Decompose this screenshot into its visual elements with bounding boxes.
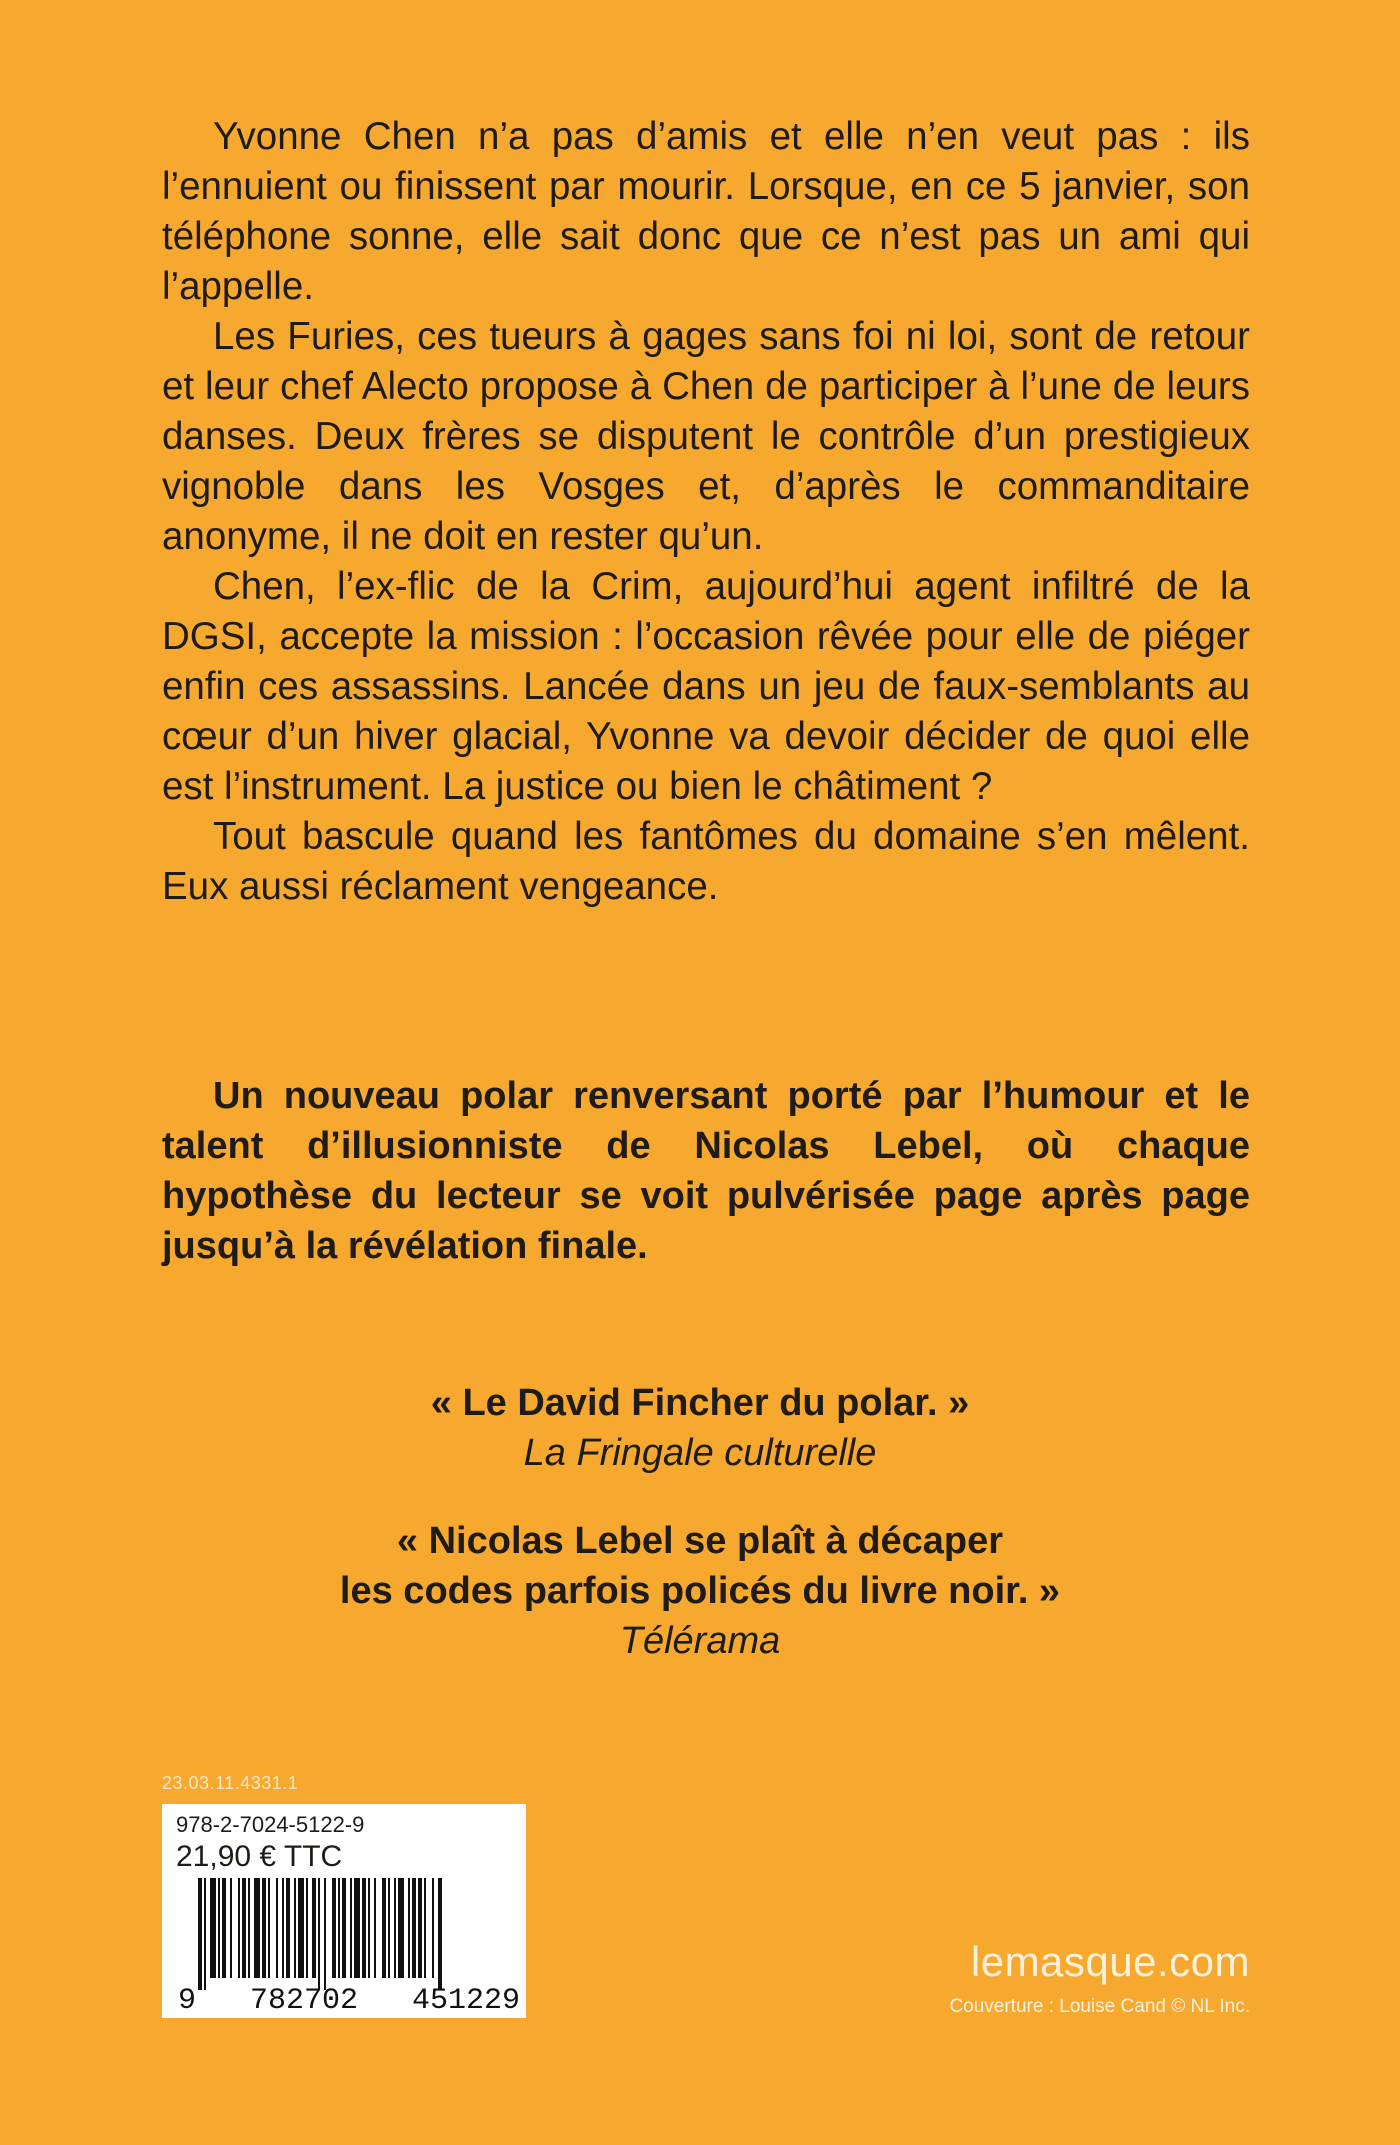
barcode-bars [198, 1878, 442, 1990]
press-quote-1 [0, 1378, 1400, 1478]
barcode-bar [230, 1878, 232, 1978]
barcode-bar [282, 1878, 284, 1978]
press-quote-2-line-2: les codes parfois policés du livre noir. » [339, 1570, 1061, 1612]
blurb-paragraph-2: Les Furies, ces tueurs à gages sans foi ni loi, sont de retour et leur chef Alecto propose à Chen de participer à l’une de leurs danses. Deux frères se disputent le contrôle d’un prestigieux vignoble dans les Vosges et, d’après le commanditaire anonyme, il ne doit en rester qu’un. [162, 315, 1250, 558]
barcode-bar [298, 1878, 304, 1978]
barcode-bar [432, 1878, 434, 1978]
barcode-label [162, 1804, 526, 2018]
barcode-bar [438, 1878, 442, 1990]
press-quote-2-line-1: « Nicolas Lebel se plaît à décaper [396, 1520, 1004, 1562]
barcode-bar [408, 1878, 410, 1978]
barcode-bar [342, 1878, 346, 1978]
barcode-bar [412, 1878, 416, 1978]
blurb-paragraph-3: Chen, l’ex-flic de la Crim, aujourd’hui agent infiltré de la DGSI, accepte la mission : l’occasion rêvée pour elle de piéger enfin ces assassins. Lancée dans un jeu de faux-semblants au cœur d’un hiver glacial, Yvonne va devoir décider de quoi elle est l’instrument. La justice ou bien le châtiment ? [162, 565, 1250, 808]
barcode-bar [286, 1878, 290, 1978]
barcode-bar [362, 1878, 366, 1978]
barcode-bar [318, 1878, 320, 1990]
print-code: 23.03.11.4331.1 [162, 1773, 299, 1793]
barcode-bar [350, 1878, 352, 1978]
barcode-bar [238, 1878, 240, 1978]
barcode-bar [306, 1878, 308, 1978]
barcode-bar [268, 1878, 270, 1978]
tagline: Un nouveau polar renversant porté par l’humour et le talent d’illusionniste de Nicolas Lebel, où chaque hypothèse du lecteur se voit pulvérisée page après page jusqu’à la révélation finale. [162, 1075, 1250, 1267]
barcode-bar [262, 1878, 266, 1978]
barcode-digits: 9 782702 451229 [178, 1984, 521, 2018]
price: 21,90 € TTC [176, 1840, 343, 1873]
barcode-bar [382, 1878, 386, 1978]
cover-credit: Couverture : Louise Cand © NL Inc. [949, 1996, 1250, 2017]
barcode-bar [210, 1878, 216, 1978]
press-quote-1-text: « Le David Fincher du polar. » [430, 1382, 970, 1424]
barcode-bar [324, 1878, 326, 1990]
press-quote-1-source: La Fringale culturelle [523, 1432, 877, 1474]
blurb-paragraph-1: Yvonne Chen n’a pas d’amis et elle n’en veut pas : ils l’ennuient ou finissent par mourir. Lorsque, en ce 5 janvier, son téléphone sonne, elle sait donc que ce n’est pas un ami qui l’appelle. [162, 115, 1250, 308]
barcode-bar [222, 1878, 226, 1978]
barcode-bar [424, 1878, 426, 1978]
barcode-bar [354, 1878, 360, 1978]
barcode-bar [398, 1878, 404, 1978]
barcode-bar [198, 1878, 202, 1990]
blurb-text [162, 112, 1250, 912]
press-quote-2-source: Télérama [619, 1620, 781, 1662]
barcode-bar [218, 1878, 220, 1978]
barcode-bar [388, 1878, 390, 1978]
barcode-graphic [162, 1804, 526, 2018]
barcode-bar [332, 1878, 336, 1978]
barcode-bar [294, 1878, 296, 1978]
barcode-bar [242, 1878, 246, 1978]
barcode-bar [394, 1878, 396, 1978]
barcode-bar [276, 1878, 278, 1978]
barcode-bar [374, 1878, 376, 1978]
barcode-bar [368, 1878, 370, 1978]
barcode-bar [204, 1878, 206, 1990]
blurb-paragraph-4: Tout bascule quand les fantômes du domaine s’en mêlent. Eux aussi réclament vengeance. [162, 815, 1250, 908]
barcode-bar [248, 1878, 250, 1978]
barcode-bar [254, 1878, 260, 1978]
press-quote-2 [0, 1516, 1400, 1666]
barcode-bar [338, 1878, 340, 1978]
isbn-number: 978-2-7024-5122-9 [176, 1812, 365, 1837]
barcode-bar [312, 1878, 316, 1978]
barcode-bar [418, 1878, 422, 1978]
publisher-website: lemasque.com [970, 1938, 1250, 1985]
